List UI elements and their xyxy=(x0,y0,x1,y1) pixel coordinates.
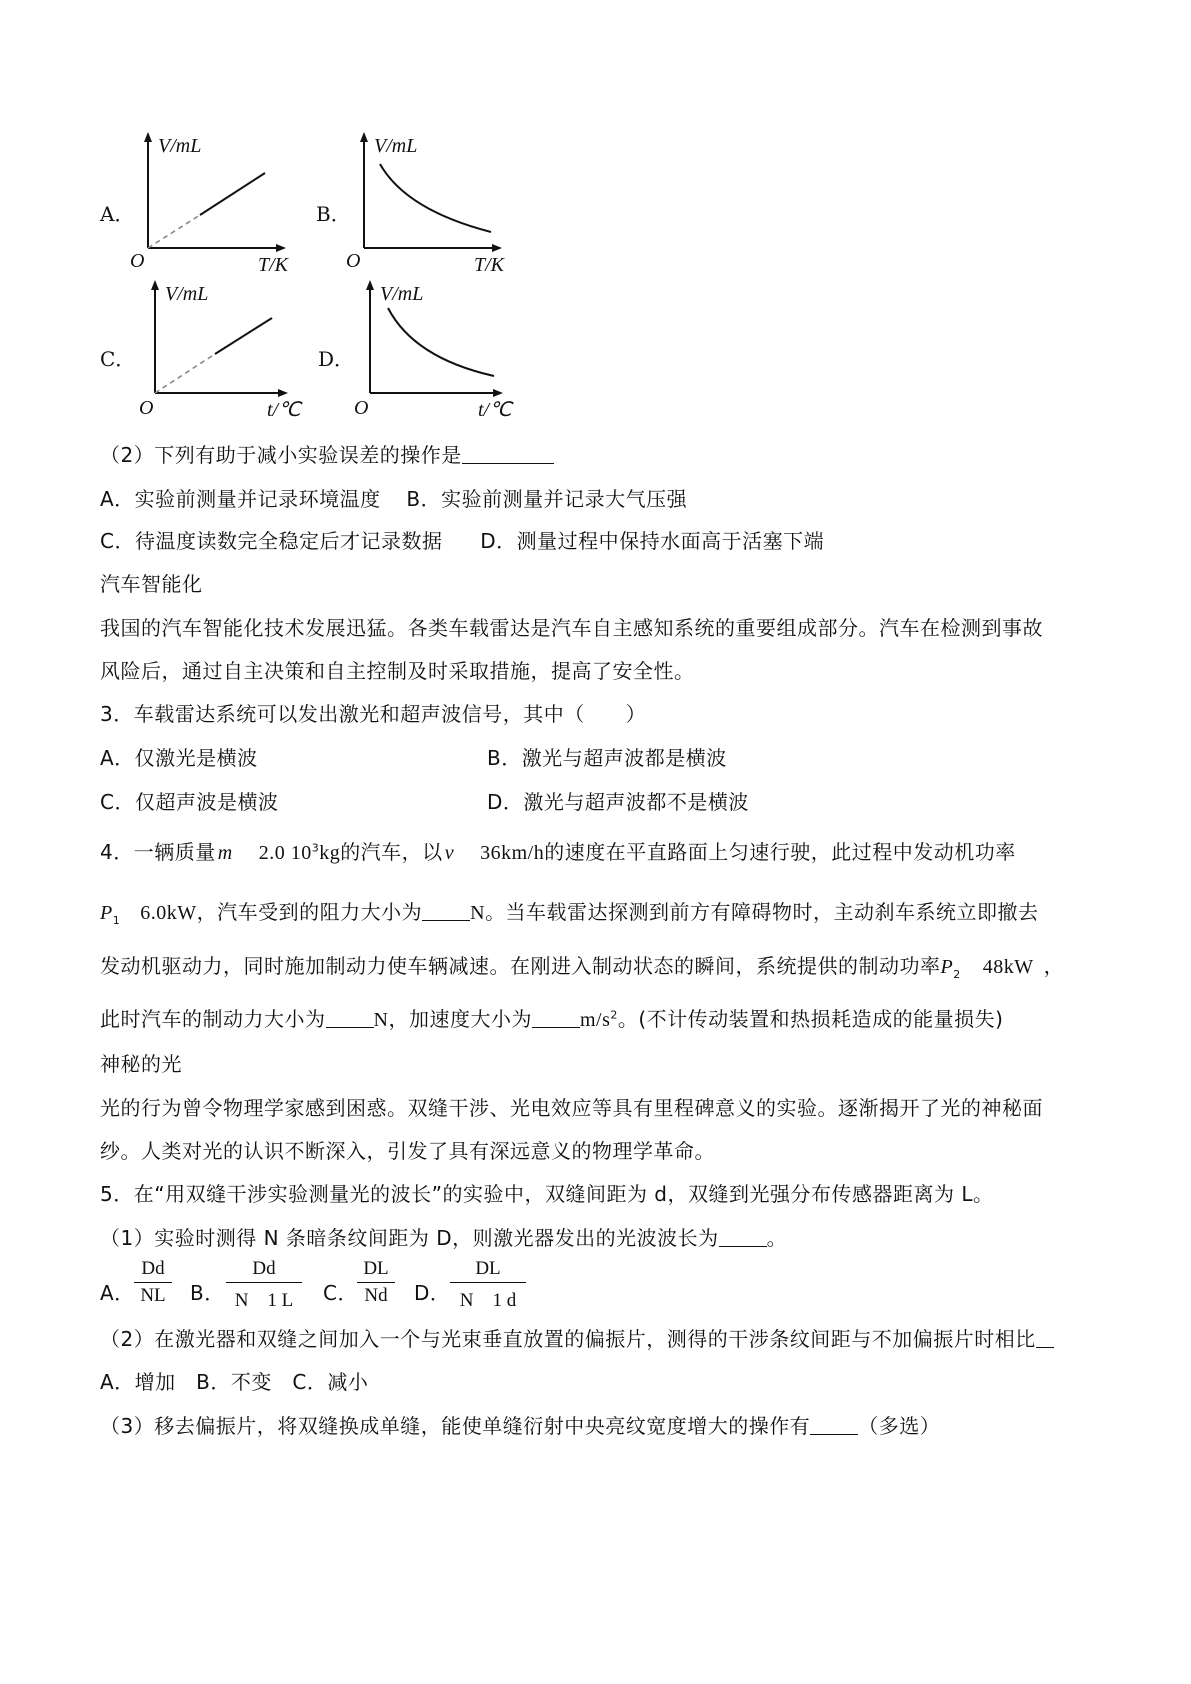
q1-part2-options-cd xyxy=(100,525,824,554)
graph-a-origin: O xyxy=(130,250,145,272)
acceleration-unit: m/s xyxy=(579,1009,611,1031)
q4-text: 。当车载雷达探测到前方有障碍物时，主动刹车系统立即撤去 xyxy=(485,900,1039,924)
graph-option-a xyxy=(130,130,300,280)
frac-denominator: Nd xyxy=(364,1285,388,1306)
q1-part2-option-d: D．测量过程中保持水面高于活塞下端 xyxy=(480,529,825,553)
q5-part3-prompt: （3）移去偏振片，将双缝换成单缝，能使单缝衍射中央亮纹宽度增大的操作有 xyxy=(100,1414,811,1438)
q3-option-d: D．激光与超声波都不是横波 xyxy=(487,790,749,814)
q1-part2-options-ab xyxy=(100,483,687,512)
answer-blank xyxy=(422,902,470,921)
q5-part3-line xyxy=(100,1410,940,1439)
graph-c-origin: O xyxy=(139,397,154,419)
q5-part2-line xyxy=(100,1323,1054,1352)
q4-text: 此时汽车的制动力大小为 xyxy=(100,1007,326,1031)
graph-c-xlabel: t/℃ xyxy=(267,399,301,421)
q1-part2-option-b: B．实验前测量并记录大气压强 xyxy=(406,487,688,511)
answer-blank xyxy=(1036,1329,1054,1348)
frac-numerator: Dd xyxy=(134,1258,172,1283)
option-a-letter: A． xyxy=(100,202,135,226)
option-b-letter: B． xyxy=(316,202,351,226)
power-symbol-p2: P xyxy=(940,956,954,978)
frac-denominator: NL xyxy=(140,1285,166,1306)
velocity-symbol: v xyxy=(444,842,455,864)
frac-denominator: N 1 d xyxy=(459,1290,517,1311)
answer-blank xyxy=(326,1009,374,1028)
q5-part2-options: A．增加 B．不变 C．减小 xyxy=(100,1370,369,1394)
graph-c-ylabel: V/mL xyxy=(165,283,209,305)
graph-a-xlabel: T/K xyxy=(258,254,289,276)
q5-frac-d-letter: D． xyxy=(414,1281,451,1305)
mass-unit: kg xyxy=(319,842,341,864)
graph-option-d xyxy=(352,278,522,428)
q5-frac-d xyxy=(450,1258,526,1312)
mass-value: 2.0 10 xyxy=(258,842,312,864)
q4-text: ， xyxy=(1043,954,1065,978)
force-unit: N xyxy=(470,902,486,924)
q4-line2 xyxy=(100,896,1039,927)
answer-blank xyxy=(462,445,554,464)
answer-blank xyxy=(810,1416,858,1435)
q5-part3-end: （多选） xyxy=(858,1414,941,1438)
q5-part2-prompt: （2）在激光器和双缝之间加入一个与光束垂直放置的偏振片，测得的干涉条纹间距与不加偏振片时相比 xyxy=(100,1327,1036,1351)
q4-line3 xyxy=(100,950,1064,981)
graph-a-ylabel: V/mL xyxy=(158,135,202,157)
graph-d-xlabel: t/℃ xyxy=(478,399,512,421)
power-symbol-p1: P xyxy=(100,902,113,924)
section-title-light: 神秘的光 xyxy=(100,1052,182,1076)
q4-text: 4．一辆质量 xyxy=(100,840,216,864)
car-paragraph-line1: 我国的汽车智能化技术发展迅猛。各类车载雷达是汽车自主感知系统的重要组成部分。汽车在检测到事故 xyxy=(100,616,1043,640)
section-title-car: 汽车智能化 xyxy=(100,572,203,596)
q5-part1-end: 。 xyxy=(766,1226,788,1250)
answer-blank xyxy=(532,1009,580,1028)
q4-text: 的汽车，以 xyxy=(340,840,443,864)
q5-stem: 5．在“用双缝干涉实验测量光的波长”的实验中，双缝间距为 d，双缝到光强分布传感器距离为 L。 xyxy=(100,1182,994,1206)
velocity-value: 36km/h xyxy=(480,842,545,864)
graph-b-ylabel: V/mL xyxy=(374,135,418,157)
power-subscript: 2 xyxy=(953,968,961,981)
answer-blank xyxy=(719,1228,767,1247)
q1-part2-prompt-line xyxy=(100,439,554,468)
frac-numerator: DL xyxy=(450,1258,526,1283)
option-d-letter: D． xyxy=(318,347,355,371)
q5-frac-b-letter: B． xyxy=(190,1281,225,1305)
q3-option-c: C．仅超声波是横波 xyxy=(100,790,279,814)
light-paragraph-line1: 光的行为曾令物理学家感到困惑。双缝干涉、光电效应等具有里程碑意义的实验。逐渐揭开了光的神秘面 xyxy=(100,1096,1043,1120)
car-paragraph-line2: 风险后，通过自主决策和自主控制及时采取措施，提高了安全性。 xyxy=(100,659,695,683)
q5-frac-c xyxy=(357,1258,395,1307)
q4-text: 。(不计传动装置和热损耗造成的能量损失) xyxy=(617,1007,1004,1031)
q5-part1-prompt: （1）实验时测得 N 条暗条纹间距为 D，则激光器发出的光波波长为 xyxy=(100,1226,719,1250)
power-subscript: 1 xyxy=(112,914,121,927)
q1-part2-prompt: （2）下列有助于减小实验误差的操作是 xyxy=(100,443,462,467)
q5-frac-a xyxy=(134,1258,172,1307)
q4-line4 xyxy=(100,1003,1003,1032)
q3-stem: 3．车载雷达系统可以发出激光和超声波信号，其中（ ） xyxy=(100,702,647,726)
light-paragraph-line2: 纱。人类对光的认识不断深入，引发了具有深远意义的物理学革命。 xyxy=(100,1139,715,1163)
mass-symbol: m xyxy=(217,842,233,864)
q1-part2-option-c: C．待温度读数完全稳定后才记录数据 xyxy=(100,529,443,553)
q4-text: 发动机驱动力，同时施加制动力使车辆减速。在刚进入制动状态的瞬间，系统提供的制动功率 xyxy=(100,954,941,978)
option-c-letter: C． xyxy=(100,347,136,371)
frac-numerator: DL xyxy=(357,1258,395,1283)
q4-text: ，加速度大小为 xyxy=(388,1007,532,1031)
power-value-p1: 6.0kW xyxy=(140,902,197,924)
graph-option-b xyxy=(346,130,516,280)
mass-exponent: 3 xyxy=(311,841,320,855)
q5-part1-line xyxy=(100,1222,787,1251)
q5-frac-c-letter: C． xyxy=(323,1281,358,1305)
q1-part2-option-a: A．实验前测量并记录环境温度 xyxy=(100,487,381,511)
q4-line1 xyxy=(100,836,1016,865)
graph-d-origin: O xyxy=(354,397,369,419)
q4-text: 的速度在平直路面上匀速行驶，此过程中发动机功率 xyxy=(544,840,1016,864)
frac-denominator: N 1 L xyxy=(234,1290,294,1311)
q5-frac-b xyxy=(226,1258,302,1312)
q4-text: ，汽车受到的阻力大小为 xyxy=(196,900,423,924)
power-value-p2: 48kW xyxy=(982,956,1034,978)
graph-d-ylabel: V/mL xyxy=(380,283,424,305)
acceleration-exponent: 2 xyxy=(610,1008,618,1022)
q3-option-a: A．仅激光是横波 xyxy=(100,746,258,770)
q5-frac-a-letter: A． xyxy=(100,1281,135,1305)
graph-b-xlabel: T/K xyxy=(474,254,505,276)
force-unit: N xyxy=(373,1009,389,1031)
graph-b-origin: O xyxy=(346,250,361,272)
frac-numerator: Dd xyxy=(226,1258,302,1283)
graph-option-c xyxy=(137,278,307,428)
q3-option-b: B．激光与超声波都是横波 xyxy=(487,746,727,770)
